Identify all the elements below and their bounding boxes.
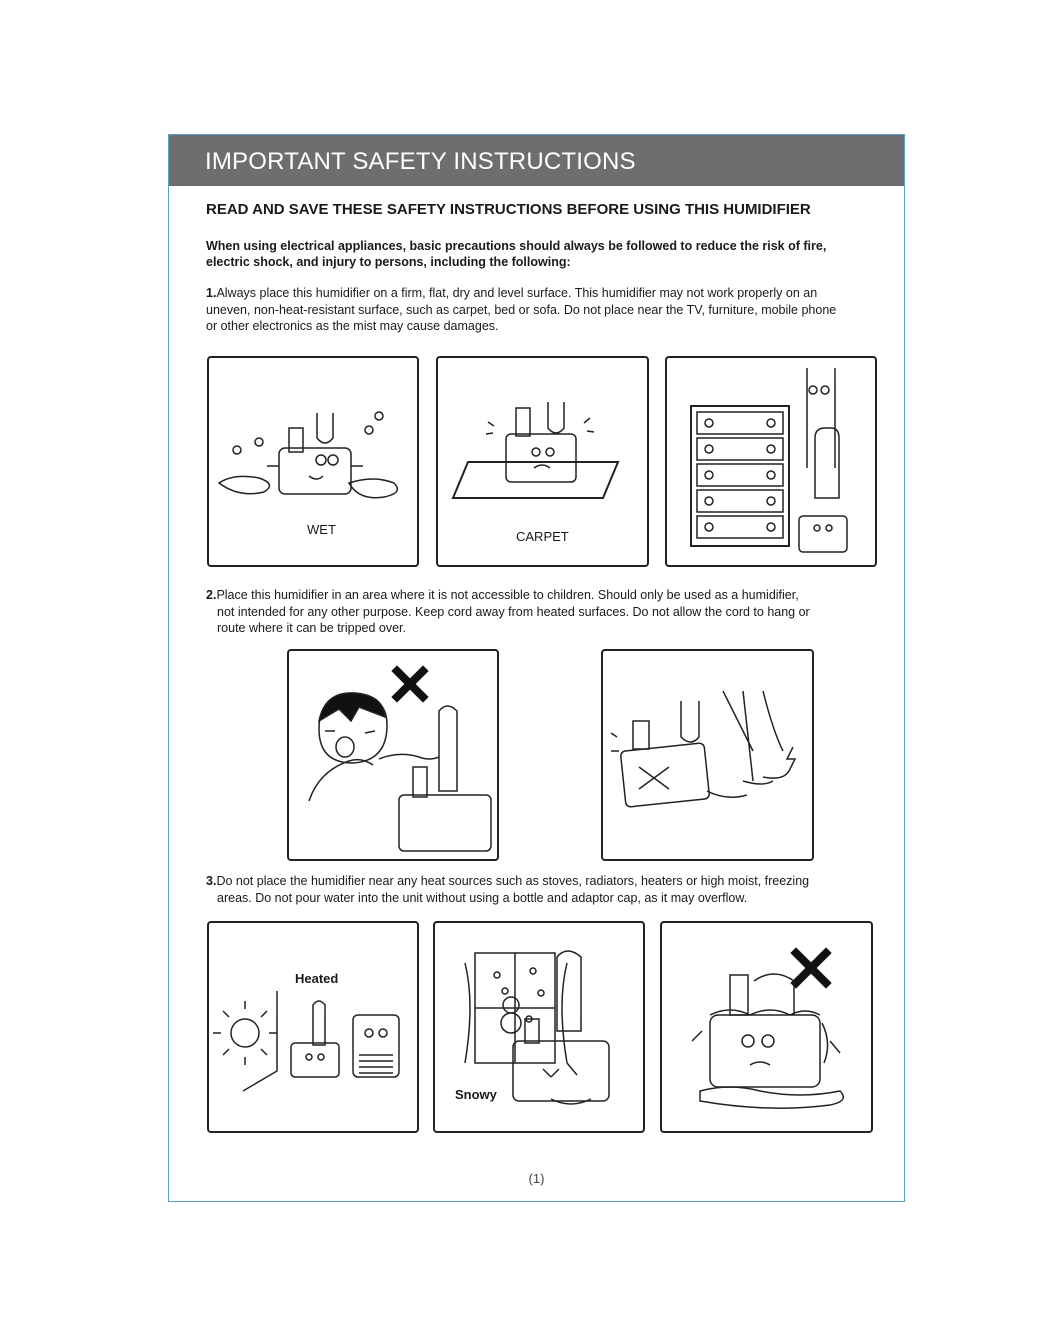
illustration-heated	[207, 921, 419, 1133]
rule-line: Always place this humidifier on a firm, flat, dry and level surface. This humidifier may not work properly on an	[216, 286, 818, 300]
caption-heated: Heated	[295, 971, 339, 986]
snowman-icon	[503, 997, 519, 1013]
manual-page	[168, 134, 905, 1202]
rule-1	[206, 285, 876, 335]
rule-number: 3.	[206, 874, 217, 888]
rule-line: areas. Do not pour water into the unit without using a bottle and adaptor cap, as it may overflow.	[217, 890, 748, 905]
rule-line: route where it can be tripped over.	[217, 621, 407, 635]
rule-number: 2.	[206, 588, 217, 602]
illustration-wet	[207, 356, 419, 567]
rule-number: 1.	[206, 286, 217, 300]
rule-line: Do not place the humidifier near any heat sources such as stoves, radiators, heaters or high moist, freezing	[216, 874, 810, 888]
rule-2	[206, 587, 886, 637]
cord-trip-drawing	[603, 651, 812, 859]
overflow-warning-drawing	[662, 923, 871, 1131]
header-bar	[169, 135, 904, 186]
x-mark-icon	[796, 953, 826, 983]
illustration-snowy	[433, 921, 645, 1133]
rule-line: uneven, non-heat-resistant surface, such as carpet, bed or sofa. Do not place near the TV, furniture, mobile phone	[206, 302, 837, 317]
illustration-carpet	[436, 356, 649, 567]
child-warning-drawing	[289, 651, 497, 859]
intro-paragraph	[206, 238, 866, 270]
rule-line: not intended for any other purpose. Keep cord away from heated surfaces. Do not allow the cord to hang or	[217, 604, 810, 619]
caption-snowy: Snowy	[455, 1087, 497, 1102]
page-title: IMPORTANT SAFETY INSTRUCTIONS	[205, 148, 636, 175]
x-mark-icon	[397, 671, 423, 697]
caption-carpet: CARPET	[516, 529, 569, 544]
page-number: (1)	[528, 1171, 545, 1186]
illustration-overflow	[660, 921, 873, 1133]
intro-line: When using electrical appliances, basic precautions should always be followed to reduce the risk of fire,	[206, 239, 827, 253]
rule-line: Place this humidifier in an area where it is not accessible to children. Should only be used as a humidifier,	[216, 588, 799, 602]
intro-line: electric shock, and injury to persons, including the following:	[206, 255, 571, 269]
sun-icon	[231, 1019, 259, 1047]
illustration-cord	[601, 649, 814, 861]
furniture-drawing	[667, 358, 875, 565]
caption-wet: WET	[307, 522, 336, 537]
rule-line: or other electronics as the mist may cause damages.	[206, 319, 499, 333]
illustration-electronics	[665, 356, 877, 567]
illustration-child	[287, 649, 499, 861]
section-subtitle: READ AND SAVE THESE SAFETY INSTRUCTIONS BEFORE USING THIS HUMIDIFIER	[206, 201, 811, 218]
heat-source-drawing	[209, 923, 417, 1131]
rule-3	[206, 873, 886, 906]
